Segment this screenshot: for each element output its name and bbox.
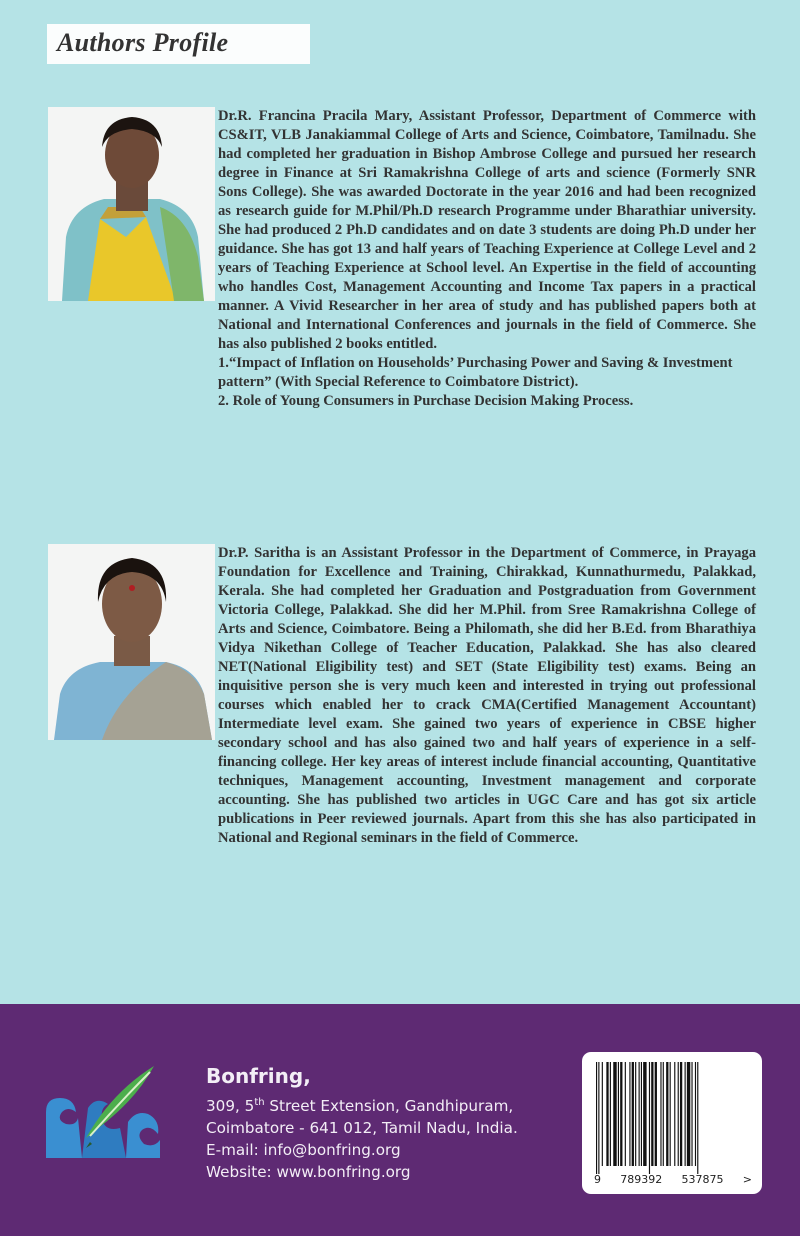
barcode-bar	[649, 1062, 650, 1174]
page-title: Authors Profile	[57, 28, 229, 57]
author1-book-2: 2. Role of Young Consumers in Purchase Decision Making Process.	[218, 393, 634, 409]
barcode-bar	[610, 1062, 611, 1166]
barcode-bar	[691, 1062, 692, 1166]
barcode-bar	[666, 1062, 668, 1166]
barcode-bar	[695, 1062, 696, 1166]
isbn-barcode	[582, 1052, 762, 1194]
isbn-arrow: >	[742, 1173, 752, 1186]
publisher-info	[206, 1064, 518, 1183]
barcode-bar	[660, 1062, 661, 1166]
barcode-bar	[670, 1062, 671, 1166]
barcode-bar	[643, 1062, 646, 1166]
barcode-bar	[655, 1062, 657, 1166]
barcode-bar	[674, 1062, 675, 1166]
publisher-name: Bonfring,	[206, 1064, 311, 1088]
isbn-digit-1: 9	[594, 1173, 601, 1186]
publisher-website: Website: www.bonfring.org	[206, 1163, 411, 1182]
author1-bio	[218, 107, 756, 411]
publisher-address: 309, 5th Street Extension, Gandhipuram,	[206, 1097, 514, 1116]
barcode-bar	[680, 1062, 682, 1166]
barcode-bar	[685, 1062, 686, 1166]
author2-bio	[218, 544, 756, 848]
isbn-group-2: 537875	[681, 1173, 724, 1186]
author1-book-1: 1.“Impact of Inflation on Households’ Purchasing Power and Saving & Investment pattern” (With Special Reference to Coimbatore District).	[218, 355, 733, 390]
author1-photo	[48, 107, 215, 301]
barcode-bar	[639, 1062, 640, 1166]
barcode-bar	[602, 1062, 603, 1166]
bonfring-logo	[46, 1062, 160, 1158]
barcode-bar	[632, 1062, 634, 1166]
publisher-email: E-mail: info@bonfring.org	[206, 1141, 401, 1160]
title-box	[47, 24, 310, 64]
barcode-bar	[678, 1062, 679, 1166]
barcode-bar	[625, 1062, 626, 1166]
barcode-bar	[620, 1062, 622, 1166]
barcode-bar	[598, 1062, 599, 1174]
author2-photo	[48, 544, 215, 740]
barcode-bar	[635, 1062, 636, 1166]
isbn-number	[594, 1173, 752, 1186]
barcode-bar	[629, 1062, 630, 1166]
author2-paragraph: Dr.P. Saritha is an Assistant Professor in the Department of Commerce, in Prayaga Foundation for Excellence and Training, Chirakkad, Kunnathurmedu, Palakkad, Kerala. She had completed her Graduation and Postgraduation from Government Victoria College, Palakkad. She did her M.Phil. from Sree Ramakrishna College of Arts and Science, Coimbatore. Being a Philomath, she did her B.Ed. from Bharathiya Vidya Nikethan College of Teacher Education, Palakkad. She has also cleared NET(National Eligibility test) and SET (State Eligibility test) exams. Being an inquisitive person she is very much keen and interested in trying out professional courses which enabled her to crack CMA(Certified Management Accountant) Intermediate level exam. She gained two years of experience in CBSE higher secondary school and has also gained two and half years of experience in a self-financing college. Her key areas of interest include financial accounting, Quantitative techniques, Management accounting, Investment management and corporate accounting. She has published two articles in UGC Care and has got six article publications in Peer reviewed journals. Apart from this she has also participated in National and Regional seminars in the field of Commerce.	[218, 545, 756, 846]
barcode-bar	[613, 1062, 616, 1166]
isbn-group-1: 789392	[620, 1173, 663, 1186]
barcode-bars	[592, 1062, 752, 1174]
author1-paragraph: Dr.R. Francina Pracila Mary, Assistant Professor, Department of Commerce with CS&IT, VLB Janakiammal College of Arts and Science, Coimbatore, Tamilnadu. She had completed her graduation in Bishop Ambrose College and pursued her research degree in Finance at Sri Ramakrishna College of arts and science (Formerly SNR Sons College). She was awarded Doctorate in the year 2016 and had been recognized as research guide for M.Phil/Ph.D research Programme under Bharathiar university. She had produced 2 Ph.D candidates and on date 3 students are doing Ph.D under her guidance. She has got 13 and half years of Teaching Experience at College Level and 2 years of Teaching Experience at School level. An Expertise in the field of accounting who handles Cost, Management Accounting and Income Tax papers in a practical manner. A Vivid Researcher in her area of study and has published papers both at National and International Conferences and journals in the field of Commerce. She has also published 2 books entitled.	[218, 108, 756, 352]
barcode-bar	[618, 1062, 619, 1166]
barcode-bar	[697, 1062, 698, 1174]
publisher-city: Coimbatore - 641 012, Tamil Nadu, India.	[206, 1119, 518, 1138]
barcode-bar	[687, 1062, 690, 1166]
barcode-bar	[596, 1062, 597, 1174]
barcode-bar	[663, 1062, 664, 1166]
barcode-bar	[606, 1062, 608, 1166]
barcode-bar	[651, 1062, 653, 1166]
barcode-bar	[641, 1062, 642, 1166]
